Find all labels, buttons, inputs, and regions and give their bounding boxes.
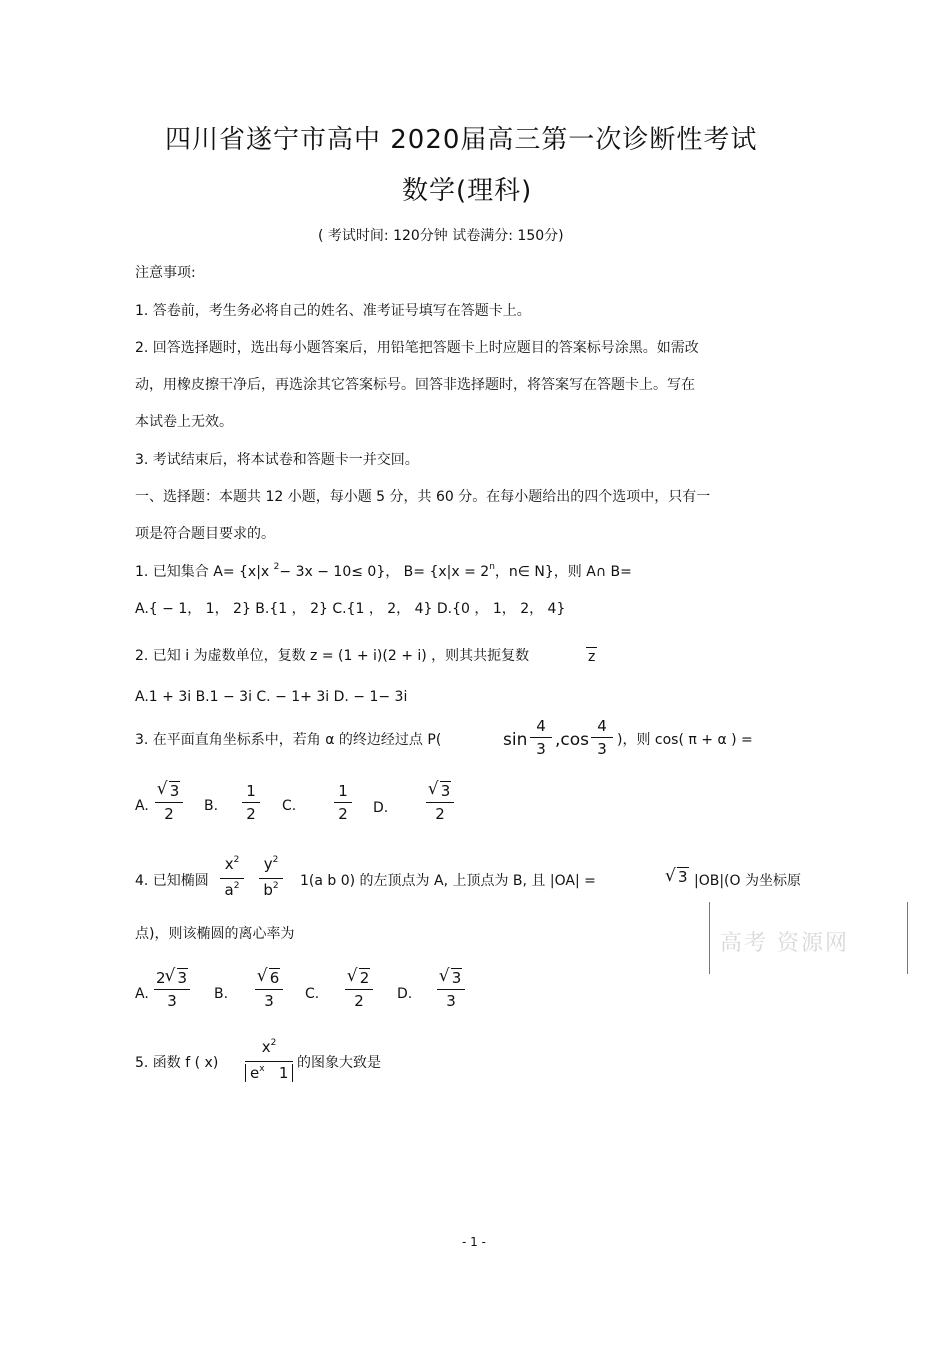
option-label-c: C.: [282, 798, 297, 814]
frac-denominator: 2: [435, 805, 445, 823]
var-a: a: [224, 881, 234, 899]
watermark-stamp: [709, 902, 908, 974]
radicand: 3: [451, 969, 462, 987]
exponent: 2: [272, 855, 279, 865]
frac-denominator: 3: [446, 992, 456, 1010]
q1-stem-part: − 3x − 10≤ 0}， B= {x|x = 2: [279, 564, 490, 580]
notice-1: 1. 答卷前，考生务必将自己的姓名、准考证号填写在答题卡上。: [135, 303, 531, 319]
exponent: 2: [272, 881, 279, 891]
radicand: 6: [269, 969, 280, 987]
frac-numerator: 4: [597, 717, 607, 735]
frac-denominator: 2: [164, 805, 174, 823]
coefficient: 2: [155, 969, 166, 987]
title-line-1: 四川省遂宁市高中 2020届高三第一次诊断性考试: [165, 125, 758, 155]
exam-info: ( 考试时间: 120分钟 试卷满分: 150分): [318, 228, 564, 244]
sin-label: sin: [503, 730, 528, 750]
frac-denominator: 3: [536, 740, 546, 758]
page-number: - 1 -: [462, 1235, 486, 1249]
option-label-b: B.: [214, 986, 229, 1002]
question-4-stem: 1(a b 0) 的左顶点为 A, 上顶点为 B, 且 |OA| =: [300, 873, 596, 889]
frac-numerator: 4: [536, 717, 546, 735]
frac-denominator: 3: [264, 992, 274, 1010]
option-b-fraction: [242, 781, 260, 824]
question-1-options: A.{ − 1， 1， 2} B.{1 ， 2} C.{1 ， 2， 4} D.{0 ， 1， 2， 4}: [135, 601, 566, 617]
question-4-stem-end: |OB|(O 为坐标原: [694, 873, 801, 889]
frac-denominator: 2: [354, 992, 364, 1010]
q1-stem-part: ，n∈ N}，则 A∩ B=: [494, 564, 632, 580]
absolute-value: [245, 1064, 293, 1082]
question-4-prefix: 4. 已知椭圆: [135, 873, 209, 889]
section-heading: 一、选择题：本题共 12 小题，每小题 5 分，共 60 分。在每小题给出的四个选项中，只有一: [135, 489, 711, 505]
question-3-stem: 3. 在平面直角坐标系中，若角 α 的终边经过点 P(: [135, 732, 442, 748]
watermark-text: 高考 资源网: [720, 931, 849, 956]
frac-denominator: 2: [338, 805, 348, 823]
notice-2-cont: 动，用橡皮擦干净后，再选涂其它答案标号。回答非选择题时，将答案写在答题卡上。写在: [135, 377, 695, 393]
option-label-d: D.: [373, 800, 389, 816]
option-d-fraction: [437, 968, 465, 1011]
radicand: 3: [440, 782, 451, 800]
fraction-x2-over-a2: [220, 854, 244, 903]
question-2-stem: 2. 已知 i 为虚数单位，复数 z = (1 + i)(2 + i) ，则其共扼复数: [135, 648, 530, 664]
frac-denominator: 3: [167, 992, 177, 1010]
sqrt-3: [666, 868, 689, 886]
notice-heading: 注意事项:: [135, 265, 196, 281]
q1-exponent: n: [489, 562, 495, 572]
option-label-c: C.: [305, 986, 320, 1002]
question-2-options: A.1 + 3i B.1 − 3i C. − 1+ 3i D. − 1− 3i: [135, 689, 408, 705]
option-label-a: A.: [135, 986, 149, 1002]
option-a-fraction: [154, 968, 190, 1011]
conjugate-z: z: [588, 649, 596, 665]
q1-stem-part: 1. 已知集合 A= {x|x: [135, 564, 274, 580]
question-5-prefix: 5. 函数 f ( x): [135, 1055, 219, 1071]
question-5-suffix: 的图象大致是: [297, 1055, 381, 1071]
radicand: 2: [359, 969, 370, 987]
question-4-stem-cont: 点)，则该椭圆的离心率为: [135, 926, 295, 942]
exponent: x: [259, 1064, 265, 1074]
exponent: 2: [233, 855, 240, 865]
option-label-d: D.: [397, 986, 413, 1002]
option-a-fraction: [155, 781, 183, 824]
var-y: y: [263, 855, 273, 873]
var-b: b: [263, 881, 273, 899]
fraction-y2-over-b2: [259, 854, 283, 903]
q1-exponent: 2: [273, 562, 280, 572]
frac-numerator: 1: [338, 782, 348, 800]
notice-3: 3. 考试结束后，将本试卷和答题卡一并交回。: [135, 452, 419, 468]
section-heading-cont: 项是符合题目要求的。: [135, 526, 275, 542]
question-1-stem: [135, 563, 632, 583]
fraction-4-over-3: [591, 716, 613, 759]
fraction-4-over-3: [530, 716, 552, 759]
radicand: 3: [177, 969, 188, 987]
option-label-b: B.: [204, 798, 219, 814]
notice-2: 2. 回答选择题时，选出每小题答案后，用铅笔把答题卡上时应题目的答案标号涂黑。如需改: [135, 340, 699, 356]
var-x: x: [224, 855, 234, 873]
title-line-2: 数学(理科): [402, 176, 533, 206]
frac-denominator: 2: [246, 805, 256, 823]
notice-2-end: 本试卷上无效。: [135, 414, 233, 430]
radicand: 3: [169, 782, 180, 800]
function-fraction: [245, 1037, 293, 1086]
exponent: 2: [233, 881, 240, 891]
frac-numerator: 1: [246, 782, 256, 800]
option-c-fraction: [334, 781, 352, 824]
cos-label: ,cos: [555, 730, 590, 750]
option-b-fraction: [255, 968, 283, 1011]
option-label-a: A.: [135, 798, 149, 814]
constant-one: 1: [278, 1064, 289, 1082]
frac-denominator: 3: [597, 740, 607, 758]
var-x: x: [261, 1038, 271, 1056]
radicand: 3: [678, 868, 688, 886]
var-e: e: [250, 1064, 260, 1082]
exponent: 2: [270, 1038, 277, 1048]
option-c-fraction: [345, 968, 373, 1011]
question-3-stem-end: )，则 cos( π + α ) =: [617, 732, 753, 748]
option-d-fraction: [426, 781, 454, 824]
